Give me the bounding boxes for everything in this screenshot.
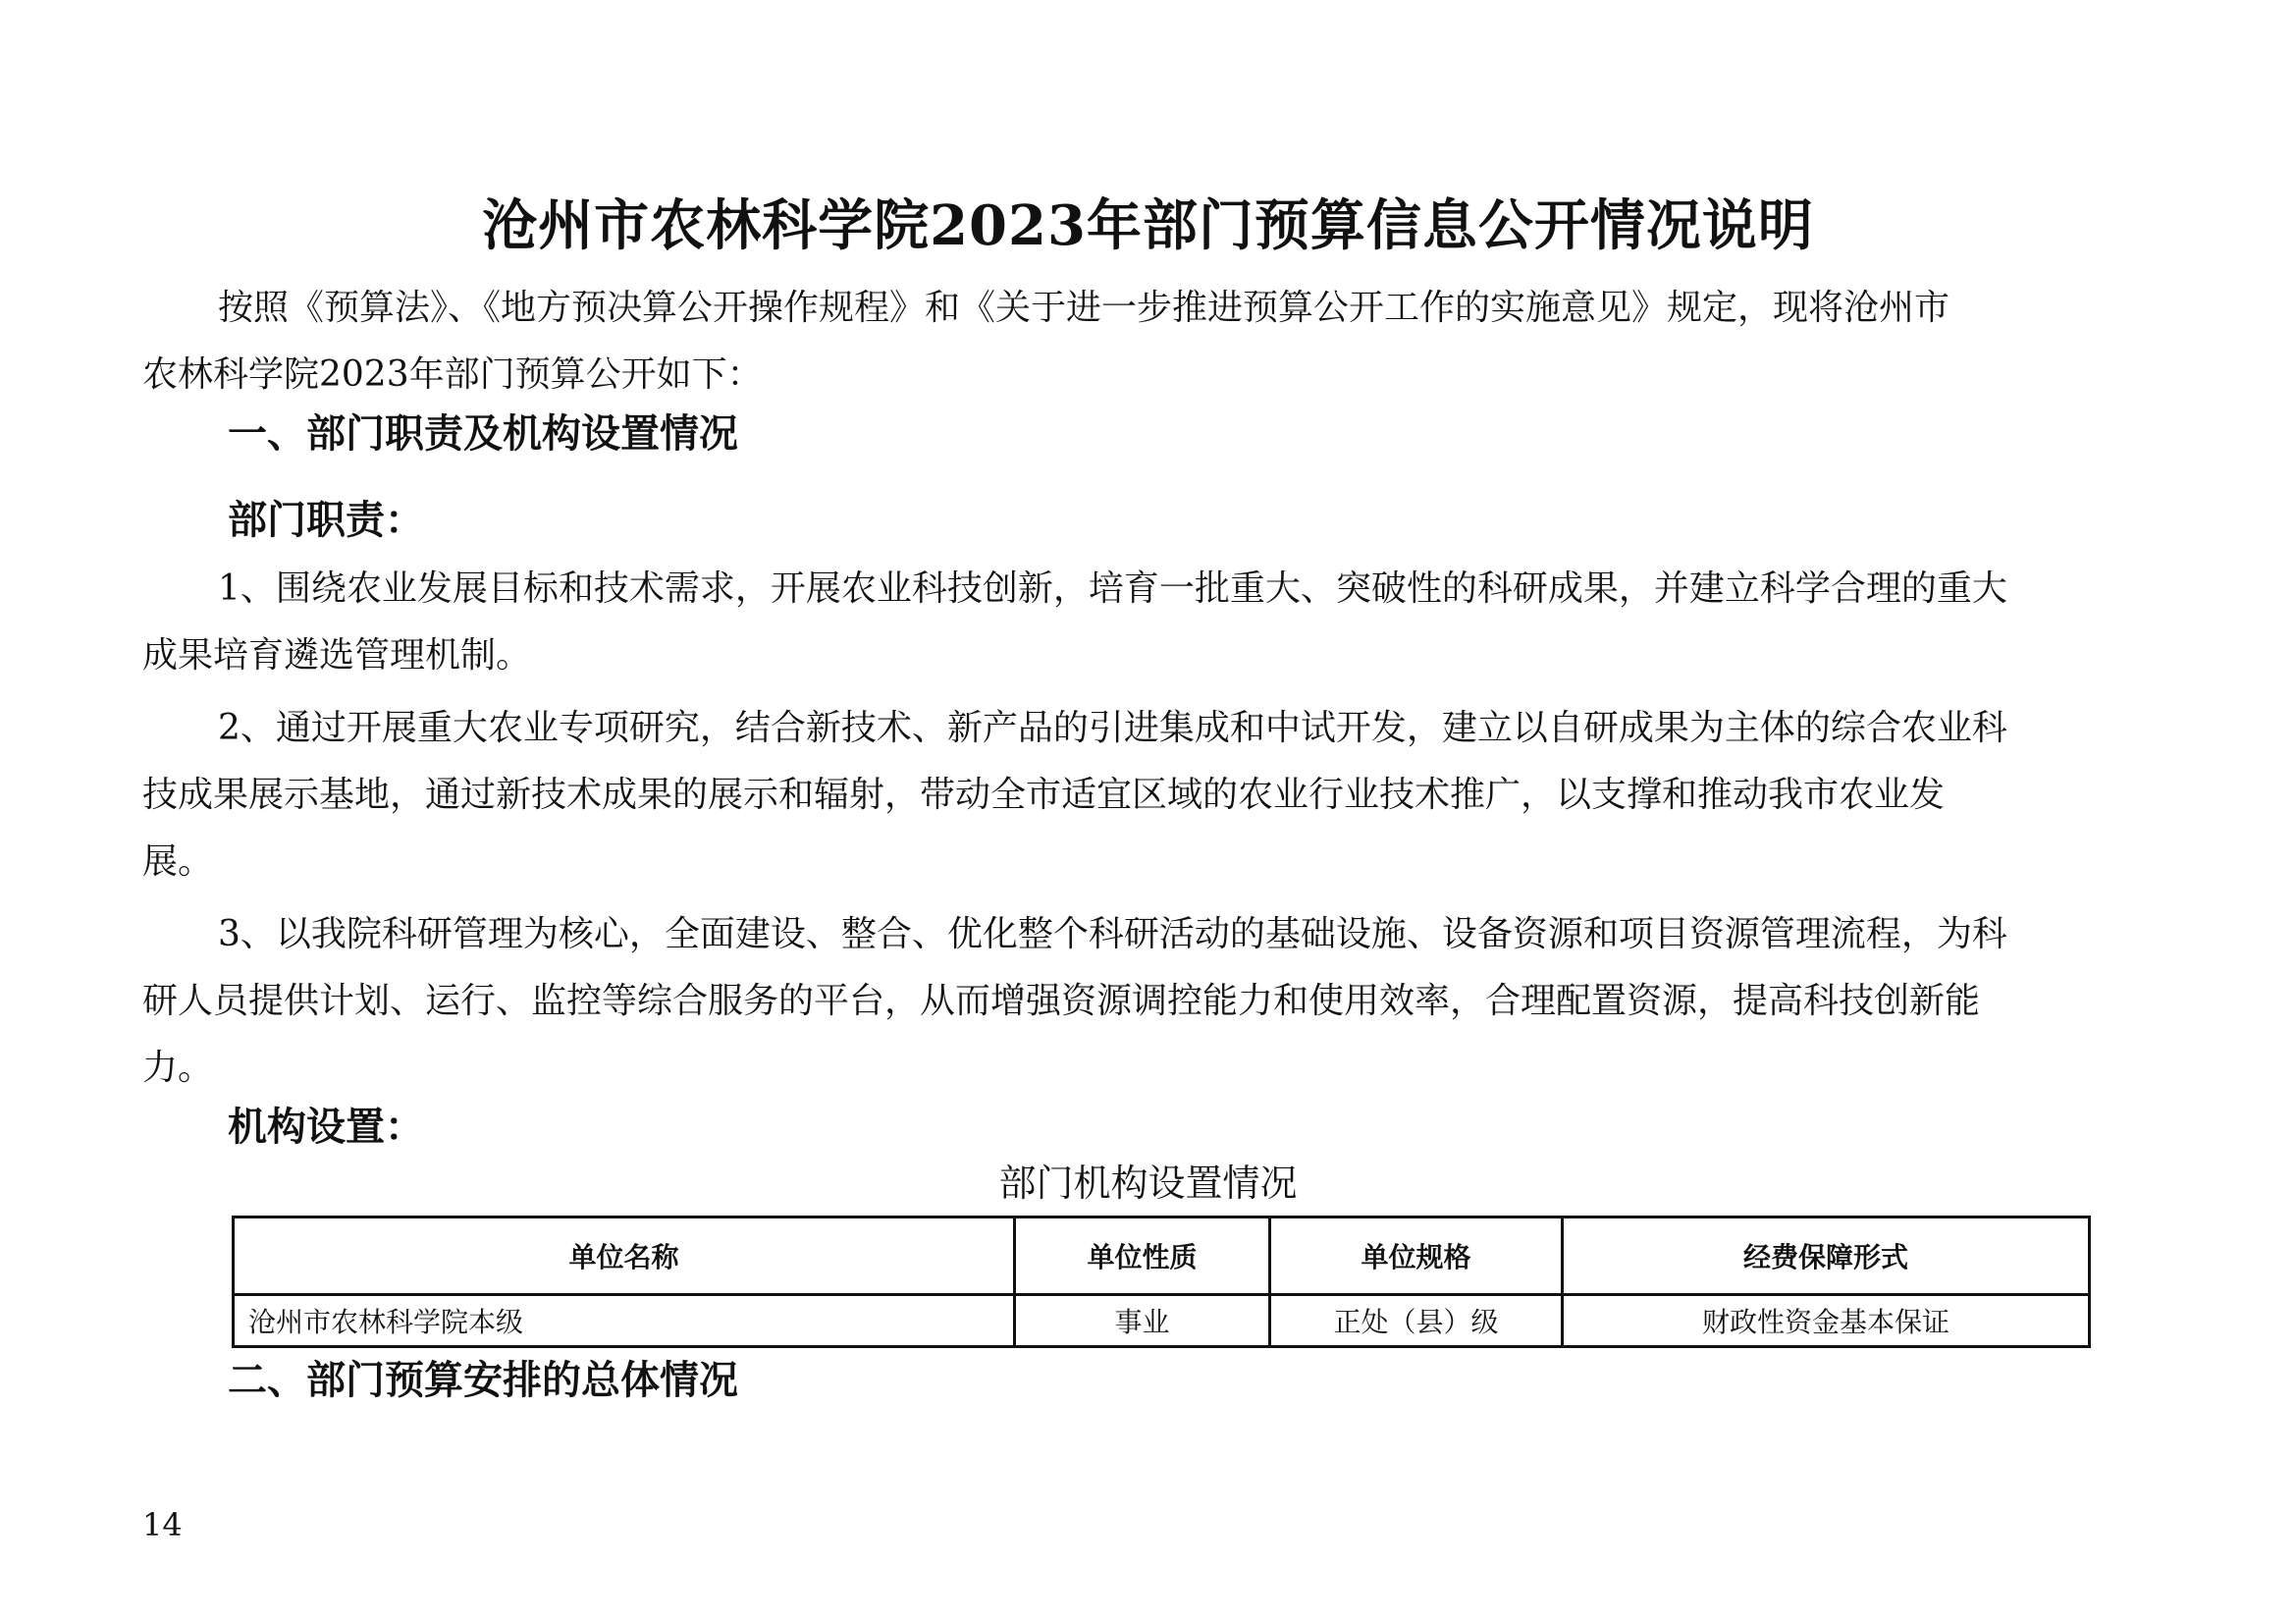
table-cell: 财政性资金基本保证 xyxy=(1563,1295,2090,1347)
duty-2-line-1: 2、通过开展重大农业专项研究，结合新技术、新产品的引进集成和中试开发，建立以自研成果为主体的综合农业科 xyxy=(218,708,2007,748)
duty-1-line-2: 成果培育遴选管理机制。 xyxy=(142,635,532,676)
intro-line-1: 按照《预算法》、《地方预决算公开操作规程》和《关于进一步推进预算公开工作的实施意见》规定，现将沧州市 xyxy=(218,288,1950,328)
page-number: 14 xyxy=(142,1506,183,1543)
duty-2-line-2: 技成果展示基地，通过新技术成果的展示和辐射，带动全市适宜区域的农业行业技术推广，以支撑和推动我市农业发 xyxy=(142,775,1946,815)
table-title: 部门机构设置情况 xyxy=(998,1162,1298,1205)
section-2-heading: 二、部门预算安排的总体情况 xyxy=(228,1358,738,1403)
column-header: 单位性质 xyxy=(1015,1217,1270,1295)
org-heading: 机构设置： xyxy=(228,1105,424,1150)
intro-line-2: 农林科学院2023年部门预算公开如下： xyxy=(142,354,763,395)
table-cell: 事业 xyxy=(1015,1295,1270,1347)
duty-2-line-3: 展。 xyxy=(142,841,214,882)
duty-3-line-3: 力。 xyxy=(142,1048,214,1088)
section-1-heading: 一、部门职责及机构设置情况 xyxy=(228,411,738,457)
duty-3-line-1: 3、以我院科研管理为核心，全面建设、整合、优化整个科研活动的基础设施、设备资源和项目资源管理流程，为科 xyxy=(218,914,2007,954)
column-header: 单位名称 xyxy=(234,1217,1015,1295)
org-table xyxy=(232,1216,2091,1348)
duties-heading: 部门职责： xyxy=(228,498,424,543)
page-title: 沧州市农林科学院2023年部门预算信息公开情况说明 xyxy=(482,193,1814,258)
table-row xyxy=(234,1295,2090,1347)
duty-1-line-1: 1、围绕农业发展目标和技术需求，开展农业科技创新，培育一批重大、突破性的科研成果，并建立科学合理的重大 xyxy=(218,568,2007,609)
table-cell: 正处（县）级 xyxy=(1270,1295,1563,1347)
table-header-row xyxy=(234,1217,2090,1295)
table-cell: 沧州市农林科学院本级 xyxy=(234,1295,1015,1347)
column-header: 经费保障形式 xyxy=(1563,1217,2090,1295)
column-header: 单位规格 xyxy=(1270,1217,1563,1295)
duty-3-line-2: 研人员提供计划、运行、监控等综合服务的平台，从而增强资源调控能力和使用效率，合理配置资源，提高科技创新能 xyxy=(142,981,1981,1021)
